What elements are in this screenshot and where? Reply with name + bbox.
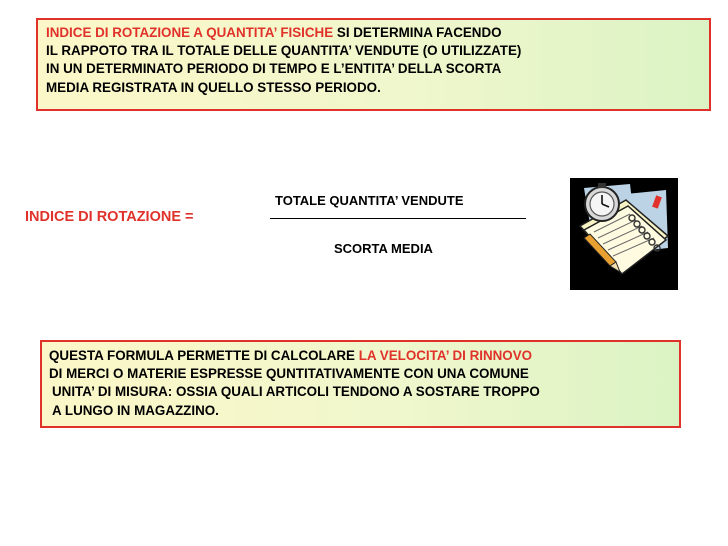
explanation-line-1 bbox=[49, 347, 679, 365]
definition-box bbox=[36, 18, 711, 111]
explanation-line-1-start: QUESTA FORMULA PERMETTE DI CALCOLARE bbox=[49, 348, 359, 363]
explanation-box bbox=[40, 340, 681, 428]
clock-notebook-pen-icon bbox=[570, 178, 678, 290]
formula-label: INDICE DI ROTAZIONE = bbox=[25, 209, 194, 225]
definition-line-1-rest: SI DETERMINA FACENDO bbox=[333, 25, 502, 40]
formula-numerator: TOTALE QUANTITA’ VENDUTE bbox=[275, 193, 464, 208]
definition-highlight: INDICE DI ROTAZIONE A QUANTITA’ FISICHE bbox=[46, 25, 334, 40]
definition-line-3: IN UN DETERMINATO PERIODO DI TEMPO E L’ENTITA’ DELLA SCORTA bbox=[46, 61, 502, 77]
definition-line-1 bbox=[46, 24, 709, 42]
definition-line-2: IL RAPPOTO TRA IL TOTALE DELLE QUANTITA’ VENDUTE (O UTILIZZATE) bbox=[46, 43, 522, 59]
explanation-line-4: A LUNGO IN MAGAZZINO. bbox=[52, 402, 219, 418]
explanation-highlight: LA VELOCITA’ DI RINNOVO bbox=[358, 348, 533, 363]
explanation-line-3: UNITA’ DI MISURA: OSSIA QUALI ARTICOLI TENDONO A SOSTARE TROPPO bbox=[52, 384, 540, 400]
definition-line-4: MEDIA REGISTRATA IN QUELLO STESSO PERIODO. bbox=[46, 79, 381, 95]
fraction-bar bbox=[270, 218, 526, 219]
formula-denominator: SCORTA MEDIA bbox=[334, 241, 433, 256]
explanation-line-2: DI MERCI O MATERIE ESPRESSE QUNTITATIVAMENTE CON UNA COMUNE bbox=[49, 366, 529, 382]
